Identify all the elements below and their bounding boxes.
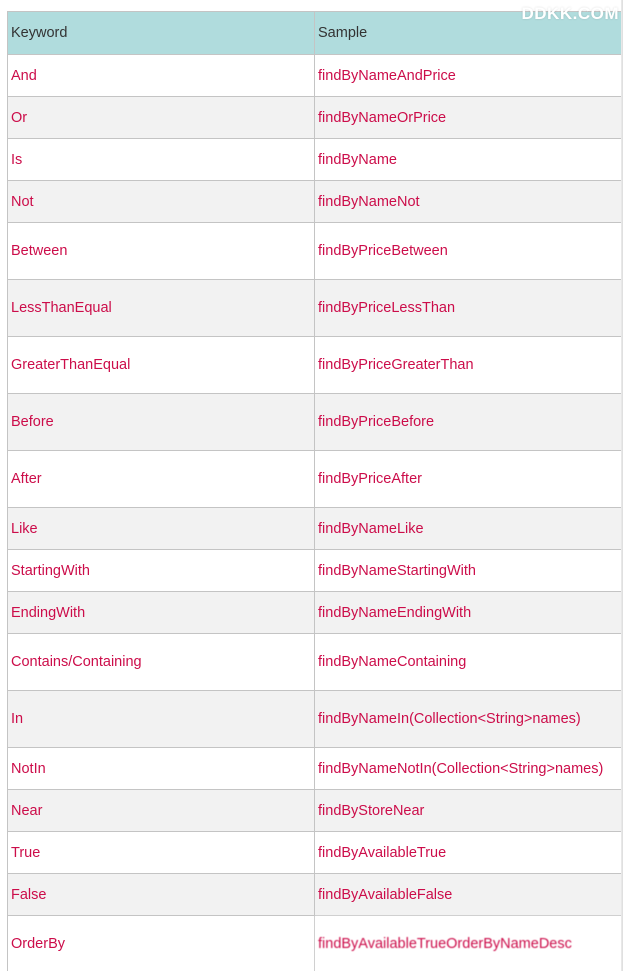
- sample-cell: findByPriceAfter: [315, 451, 622, 508]
- table-row: [8, 550, 622, 592]
- sample-cell: findByAvailableTrueOrderByNameDesc: [315, 916, 622, 971]
- sample-cell: findByStoreNear: [315, 790, 622, 832]
- table-row: [8, 592, 622, 634]
- table-row: [8, 874, 622, 916]
- table-row: [8, 691, 622, 748]
- header-keyword: Keyword: [8, 12, 315, 55]
- sample-cell: findByPriceGreaterThan: [315, 337, 622, 394]
- table-row: [8, 223, 622, 280]
- keyword-cell: After: [8, 451, 315, 508]
- keyword-cell: OrderBy: [8, 916, 315, 971]
- sample-cell: findByPriceLessThan: [315, 280, 622, 337]
- keyword-cell: NotIn: [8, 748, 315, 790]
- keyword-cell: EndingWith: [8, 592, 315, 634]
- sample-cell: findByNameIn(Collection<String>names): [315, 691, 622, 748]
- sample-cell: findByNameOrPrice: [315, 97, 622, 139]
- sample-cell: findByPriceBefore: [315, 394, 622, 451]
- table-row: [8, 790, 622, 832]
- keyword-cell: And: [8, 55, 315, 97]
- table-row: [8, 337, 622, 394]
- keyword-cell: Not: [8, 181, 315, 223]
- table-row: [8, 748, 622, 790]
- sample-cell: findByNameStartingWith: [315, 550, 622, 592]
- table-row: [8, 508, 622, 550]
- keyword-cell: Or: [8, 97, 315, 139]
- keyword-table: [7, 11, 622, 971]
- keyword-cell: Between: [8, 223, 315, 280]
- sample-cell: findByPriceBetween: [315, 223, 622, 280]
- watermark-logo: DDKK.COM: [521, 4, 619, 23]
- keyword-cell: Like: [8, 508, 315, 550]
- sample-cell: findByAvailableTrue: [315, 832, 622, 874]
- table-row: [8, 139, 622, 181]
- table-row: [8, 280, 622, 337]
- sample-cell: findByNameEndingWith: [315, 592, 622, 634]
- sample-cell: findByNameContaining: [315, 634, 622, 691]
- keyword-cell: Near: [8, 790, 315, 832]
- table-row: [8, 634, 622, 691]
- table-row: [8, 451, 622, 508]
- table-row: [8, 55, 622, 97]
- table-row: [8, 916, 622, 971]
- sample-cell: findByAvailableFalse: [315, 874, 622, 916]
- keyword-cell: StartingWith: [8, 550, 315, 592]
- keyword-cell: LessThanEqual: [8, 280, 315, 337]
- keyword-cell: False: [8, 874, 315, 916]
- sample-cell: findByNameAndPrice: [315, 55, 622, 97]
- keyword-cell: Contains/Containing: [8, 634, 315, 691]
- keyword-cell: Before: [8, 394, 315, 451]
- keyword-cell: In: [8, 691, 315, 748]
- table-row: [8, 394, 622, 451]
- table-row: [8, 97, 622, 139]
- table-row: [8, 832, 622, 874]
- sample-cell: findByNameNot: [315, 181, 622, 223]
- sample-cell: findByNameNotIn(Collection<String>names): [315, 748, 622, 790]
- sample-cell: findByName: [315, 139, 622, 181]
- keyword-cell: True: [8, 832, 315, 874]
- keyword-cell: GreaterThanEqual: [8, 337, 315, 394]
- keyword-cell: Is: [8, 139, 315, 181]
- sample-cell: findByNameLike: [315, 508, 622, 550]
- table-row: [8, 181, 622, 223]
- header-sample: Sample: [315, 12, 622, 55]
